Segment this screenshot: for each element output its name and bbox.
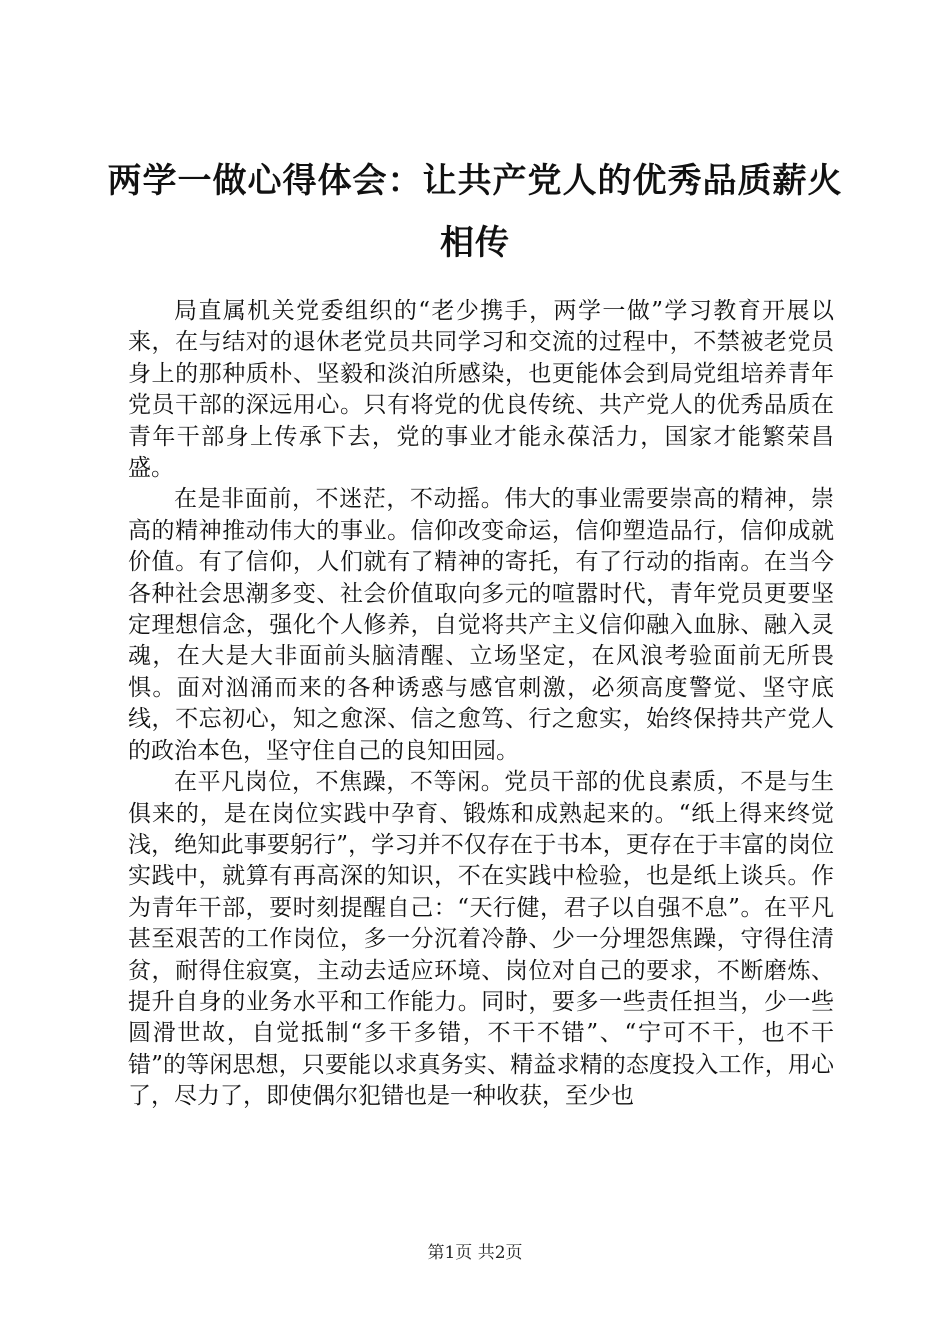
paragraph-3: 在平凡岗位，不焦躁，不等闲。党员干部的优良素质，不是与生俱来的，是在岗位实践中孕育、锻炼和成熟起来的。“纸上得来终觉浅，绝知此事要躬行”，学习并不仅存在于书本，更存在于丰富的岗位实践中，就算有再高深的知识，不在实践中检验，也是纸上谈兵。作为青年干部，要时刻提醒自己：“天行健，君子以自强不息”。在平凡甚至艰苦的工作岗位，多一分沉着冷静、少一分埋怨焦躁，守得住清贫，耐得住寂寞，主动去适应环境、岗位对自己的要求，不断磨炼、提升自身的业务水平和工作能力。同时，要多一些责任担当，少一些圆滑世故，自觉抵制“多干多错，不干不错”、“宁可不干，也不干错”的等闲思想，只要能以求真务实、精益求精的态度投入工作，用心了，尽力了，即使偶尔犯错也是一种收获，至少也 (128, 769, 834, 1110)
page-number: 第1页 共2页 (427, 1243, 523, 1263)
page-footer (0, 1242, 950, 1264)
paragraph-1: 局直属机关党委组织的“老少携手，两学一做”学习教育开展以来，在与结对的退休老党员共同学习和交流的过程中，不禁被老党员身上的那种质朴、坚毅和淡泊所感染，也更能体会到局党组培养青年党员干部的深远用心。只有将党的优良传统、共产党人的优秀品质在青年干部身上传承下去，党的事业才能永葆活力，国家才能繁荣昌盛。 (128, 298, 834, 482)
document-body (128, 296, 834, 1113)
document-title: 两学一做心得体会：让共产党人的优秀品质薪火相传 (107, 161, 843, 263)
paragraph-2: 在是非面前，不迷茫，不动摇。伟大的事业需要崇高的精神，崇高的精神推动伟大的事业。信仰改变命运，信仰塑造品行，信仰成就价值。有了信仰，人们就有了精神的寄托，有了行动的指南。在当今各种社会思潮多变、社会价值取向多元的喧嚣时代，青年党员更要坚定理想信念，强化个人修养，自觉将共产主义信仰融入血脉、融入灵魂，在大是大非面前头脑清醒、立场坚定，在风浪考验面前无所畏惧。面对汹涌而来的各种诱惑与感官刺激，必须高度警觉、坚守底线，不忘初心，知之愈深、信之愈笃、行之愈实，始终保持共产党人的政治本色，坚守住自己的良知田园。 (128, 486, 834, 764)
